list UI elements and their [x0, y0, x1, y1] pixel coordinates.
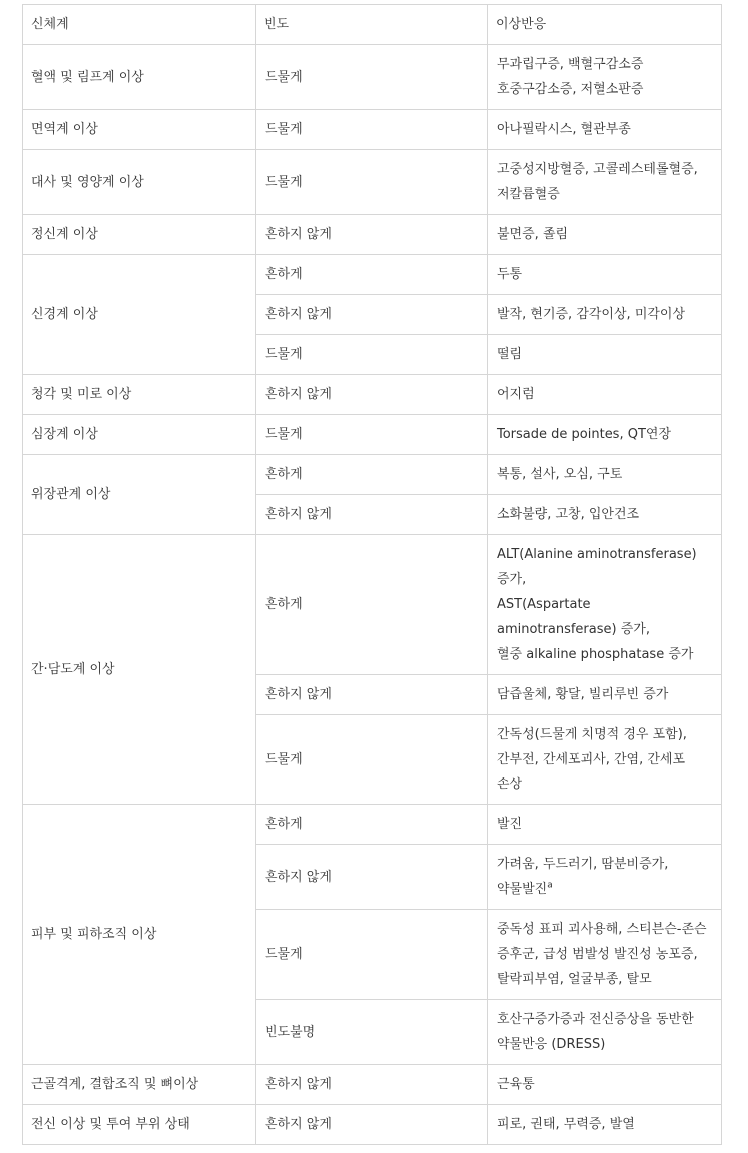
table-row: [23, 415, 722, 455]
frequency-cell: 흔하지 않게: [256, 1105, 488, 1145]
reaction-cell: [488, 910, 722, 1000]
frequency-cell: 흔하게: [256, 455, 488, 495]
reaction-cell: [488, 805, 722, 845]
header-frequency: 빈도: [256, 5, 488, 45]
frequency-cell: 흔하게: [256, 255, 488, 295]
frequency-cell: 흔하지 않게: [256, 495, 488, 535]
reaction-cell: [488, 1065, 722, 1105]
frequency-cell: 드물게: [256, 150, 488, 215]
reaction-cell: [488, 495, 722, 535]
reaction-text: 고중성지방혈증, 고콜레스테롤혈증, 저칼륨혈증: [497, 162, 698, 202]
reaction-cell: [488, 215, 722, 255]
frequency-cell: 드물게: [256, 415, 488, 455]
table-row: [23, 150, 722, 215]
frequency-cell: 흔하지 않게: [256, 1065, 488, 1105]
reaction-cell: [488, 1000, 722, 1065]
reaction-cell: [488, 150, 722, 215]
reaction-cell: [488, 375, 722, 415]
table-row: [23, 805, 722, 845]
table-row: [23, 455, 722, 495]
table-row: [23, 1105, 722, 1145]
reaction-cell: [488, 455, 722, 495]
frequency-cell: 흔하게: [256, 805, 488, 845]
table-row: [23, 535, 722, 675]
table-row: [23, 255, 722, 295]
reaction-cell: [488, 255, 722, 295]
reaction-text: 피로, 권태, 무력증, 발열: [497, 1117, 635, 1132]
frequency-cell: 빈도불명: [256, 1000, 488, 1065]
frequency-cell: 드물게: [256, 45, 488, 110]
reaction-text: 담즙울체, 황달, 빌리루빈 증가: [497, 687, 669, 702]
reaction-text: 두통: [497, 267, 523, 282]
reaction-text: 가려움, 두드러기, 땀분비증가, 약물발진: [497, 857, 669, 897]
header-system: 신체계: [23, 5, 256, 45]
table-header: [23, 5, 722, 45]
footnote-marker: a: [547, 880, 553, 891]
table-row: [23, 45, 722, 110]
system-cell: 청각 및 미로 이상: [23, 375, 256, 415]
system-cell: 전신 이상 및 투여 부위 상태: [23, 1105, 256, 1145]
reaction-text: ALT(Alanine aminotransferase) 증가,: [497, 547, 697, 587]
reaction-cell: [488, 110, 722, 150]
system-cell: 간·담도계 이상: [23, 535, 256, 805]
frequency-cell: 드물게: [256, 715, 488, 805]
table-body: [23, 45, 722, 1145]
reaction-text: 떨림: [497, 347, 523, 362]
reaction-text: 혈중 alkaline phosphatase 증가: [497, 647, 694, 662]
reaction-text: 소화불량, 고창, 입안건조: [497, 507, 640, 522]
reaction-cell: [488, 845, 722, 910]
reaction-text: 호중구감소증, 저혈소판증: [497, 82, 644, 97]
frequency-cell: 흔하지 않게: [256, 375, 488, 415]
reaction-cell: [488, 535, 722, 675]
table-row: [23, 110, 722, 150]
table-row: [23, 375, 722, 415]
header-reaction: 이상반응: [488, 5, 722, 45]
frequency-cell: 드물게: [256, 335, 488, 375]
system-cell: 면역계 이상: [23, 110, 256, 150]
table-row: [23, 215, 722, 255]
system-cell: 정신계 이상: [23, 215, 256, 255]
table-wrapper: [22, 4, 722, 1145]
reaction-text: 발진: [497, 817, 523, 832]
reaction-text: 근육통: [497, 1077, 535, 1092]
frequency-cell: 흔하게: [256, 535, 488, 675]
reaction-cell: [488, 1105, 722, 1145]
reaction-cell: [488, 415, 722, 455]
reaction-text: 어지럼: [497, 387, 535, 402]
reaction-text: 아나필락시스, 혈관부종: [497, 122, 631, 137]
reaction-text: 발작, 현기증, 감각이상, 미각이상: [497, 307, 686, 322]
frequency-cell: 흔하지 않게: [256, 215, 488, 255]
reaction-cell: [488, 295, 722, 335]
frequency-cell: 드물게: [256, 910, 488, 1000]
reaction-text: AST(Aspartate aminotransferase) 증가,: [497, 597, 650, 637]
system-cell: 피부 및 피하조직 이상: [23, 805, 256, 1065]
system-cell: 심장계 이상: [23, 415, 256, 455]
reaction-text: Torsade de pointes, QT연장: [497, 427, 672, 442]
reaction-cell: [488, 335, 722, 375]
reaction-cell: [488, 675, 722, 715]
frequency-cell: 드물게: [256, 110, 488, 150]
system-cell: 위장관계 이상: [23, 455, 256, 535]
system-cell: 대사 및 영양계 이상: [23, 150, 256, 215]
reaction-text: 복통, 설사, 오심, 구토: [497, 467, 623, 482]
adverse-reactions-table: [22, 4, 722, 1145]
header-row: [23, 5, 722, 45]
reaction-text: 무과립구증, 백혈구감소증: [497, 57, 644, 72]
reaction-text: 간독성(드물게 치명적 경우 포함), 간부전, 간세포괴사, 간염, 간세포 손상: [497, 727, 687, 792]
system-cell: 신경계 이상: [23, 255, 256, 375]
frequency-cell: 흔하지 않게: [256, 845, 488, 910]
reaction-text: 중독성 표피 괴사용해, 스티븐슨-존슨 증후군, 급성 범발성 발진성 농포증, 탈락피부염, 얼굴부종, 탈모: [497, 922, 707, 987]
reaction-text: 불면증, 졸림: [497, 227, 569, 242]
frequency-cell: 흔하지 않게: [256, 675, 488, 715]
system-cell: 근골격계, 결합조직 및 뼈이상: [23, 1065, 256, 1105]
table-row: [23, 1065, 722, 1105]
frequency-cell: 흔하지 않게: [256, 295, 488, 335]
system-cell: 혈액 및 림프계 이상: [23, 45, 256, 110]
reaction-cell: [488, 715, 722, 805]
reaction-cell: [488, 45, 722, 110]
reaction-text: 호산구증가증과 전신증상을 동반한 약물반응 (DRESS): [497, 1012, 694, 1052]
